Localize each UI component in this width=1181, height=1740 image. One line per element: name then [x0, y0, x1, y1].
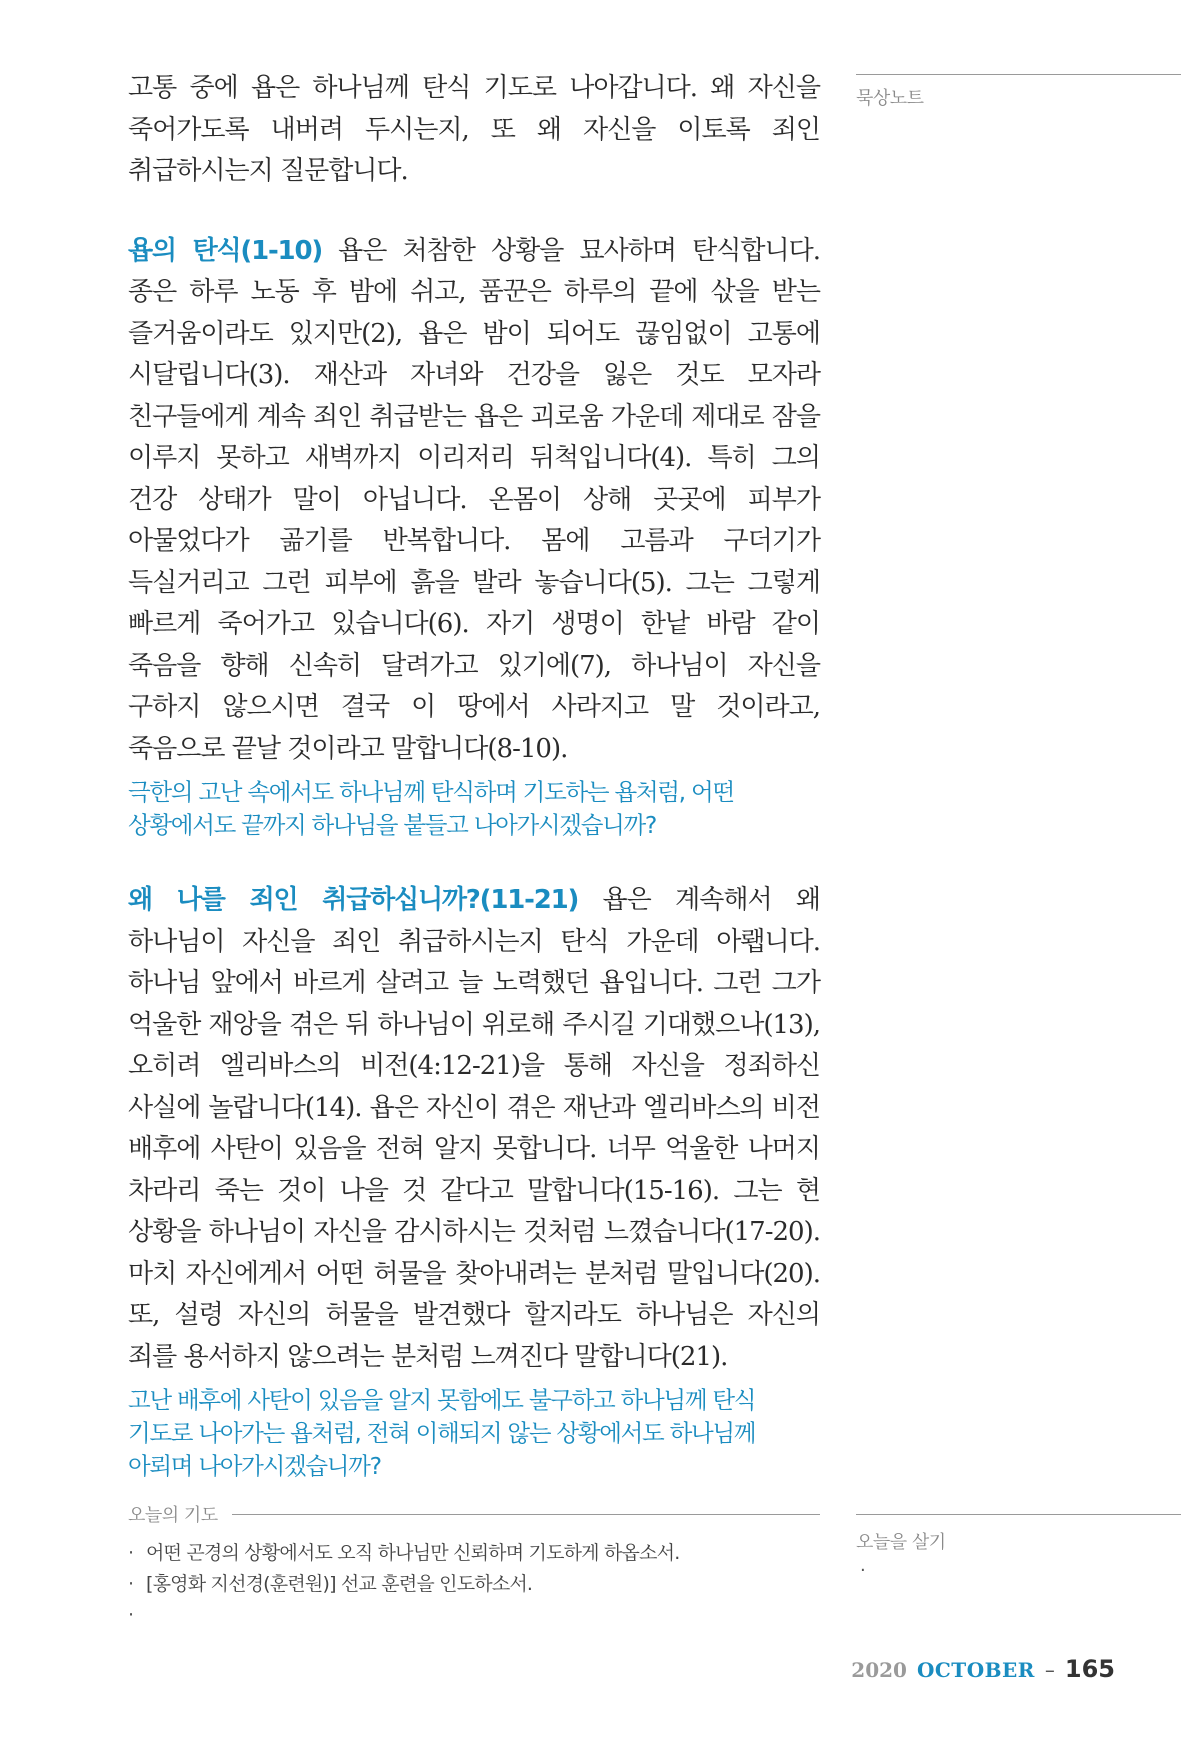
footer-year: 2020: [851, 1658, 907, 1682]
page-footer: [851, 1655, 1115, 1683]
section2-heading: 왜 나를 죄인 취급하십니까?(11-21): [128, 885, 579, 915]
prayer-list: [128, 1538, 820, 1631]
section1-body: 욥은 처참한 상황을 묘사하며 탄식합니다. 종은 하루 노동 후 밤에 쉬고, 품꾼은 하루의 끝에 삯을 받는 즐거움이라도 있지만(2), 욥은 밤이 되어도 끊임없이 고통에 시달립니다(3). 재산과 자녀와 건강을 잃은 것도 모자라 친구들에게 계속 죄인 취급받는 욥은 괴로움 가운데 제대로 잠을 이루지 못하고 새벽까지 이리저리 뒤척입니다(4). 특히 그의 건강 상태가 말이 아닙니다. 온몸이 상해 곳곳에 피부가 아물었다가 곪기를 반복합니다. 몸에 고름과 구더기가 득실거리고 그런 피부에 흙을 발라 놓습니다(5). 그는 그렇게 빠르게 죽어가고 있습니다(6). 자기 생명이 한낱 바람 같이 죽음을 향해 신속히 달려가고 있기에(7), 하나님이 자신을 구하지 않으시면 결국 이 땅에서 사라지고 말 것이라고, 죽음으로 끝날 것이라고 말합니다(8-10).: [128, 235, 820, 764]
section1-paragraph: [128, 231, 820, 771]
bullet-icon: ·: [128, 1573, 134, 1595]
prayer-header: [128, 1500, 820, 1528]
footer-dash: –: [1044, 1658, 1055, 1682]
section2-body: 욥은 계속해서 왜 하나님이 자신을 죄인 취급하시는지 탄식 가운데 아뢥니다. 하나님 앞에서 바르게 살려고 늘 노력했던 욥입니다. 그런 그가 억울한 재앙을 겪은 뒤 하나님이 위로해 주시길 기대했으나(13), 오히려 엘리바스의 비전(4:12-21)을 통해 자신을 정죄하신 사실에 놀랍니다(14). 욥은 자신이 겪은 재난과 엘리바스의 비전 배후에 사탄이 있음을 전혀 알지 못합니다. 너무 억울한 나머지 차라리 죽는 것이 나을 것 같다고 말합니다(15-16). 그는 현 상황을 하나님이 자신을 감시하시는 것처럼 느꼈습니다(17-20). 마치 자신에게서 어떤 허물을 찾아내려는 분처럼 말입니다(20). 또, 설령 자신의 허물을 발견했다 할지라도 하나님은 자신의 죄를 용서하지 않으려는 분처럼 느껴진다 말합니다(21).: [128, 885, 820, 1372]
prayer-rule: [232, 1514, 820, 1515]
prayer-title: 오늘의 기도: [128, 1505, 218, 1526]
section1-question: 극한의 고난 속에서도 하나님께 탄식하며 기도하는 욥처럼, 어떤 상황에서도 끝까지 하나님을 붙들고 나아가시겠습니까?: [128, 778, 734, 839]
page-number: 165: [1064, 1655, 1115, 1683]
prayer-item: [128, 1600, 820, 1631]
meditation-rule: [856, 74, 1181, 75]
footer-month: OCTOBER: [916, 1658, 1035, 1682]
prayer-section: [128, 1500, 820, 1631]
today-live-bullet: ·: [860, 1560, 866, 1581]
prayer-item: [128, 1538, 820, 1569]
section2-paragraph: [128, 880, 820, 1378]
meditation-note-label: 묵상노트: [856, 88, 924, 109]
intro-paragraph: 고통 중에 욥은 하나님께 탄식 기도로 나아갑니다. 왜 자신을 죽어가도록 내버려 두시는지, 또 왜 자신을 이토록 죄인 취급하시는지 질문합니다.: [128, 73, 820, 186]
today-live-rule: [856, 1514, 1181, 1515]
prayer-item-text: [홍영화 지선경(훈련원)] 선교 훈련을 인도하소서.: [146, 1573, 533, 1595]
today-live-label: 오늘을 살기: [856, 1532, 946, 1553]
main-column: [128, 68, 820, 1483]
section2-question: 고난 배후에 사탄이 있음을 알지 못함에도 불구하고 하나님께 탄식 기도로 나아가는 욥처럼, 전혀 이해되지 않는 상황에서도 하나님께 아뢰며 나아가시겠습니까?: [128, 1386, 756, 1480]
section1-heading: 욥의 탄식(1-10): [128, 235, 323, 266]
prayer-item-text: 어떤 곤경의 상황에서도 오직 하나님만 신뢰하며 기도하게 하옵소서.: [146, 1542, 680, 1564]
prayer-item: [128, 1569, 820, 1600]
bullet-icon: ·: [128, 1542, 134, 1564]
bullet-icon: ·: [128, 1604, 134, 1626]
